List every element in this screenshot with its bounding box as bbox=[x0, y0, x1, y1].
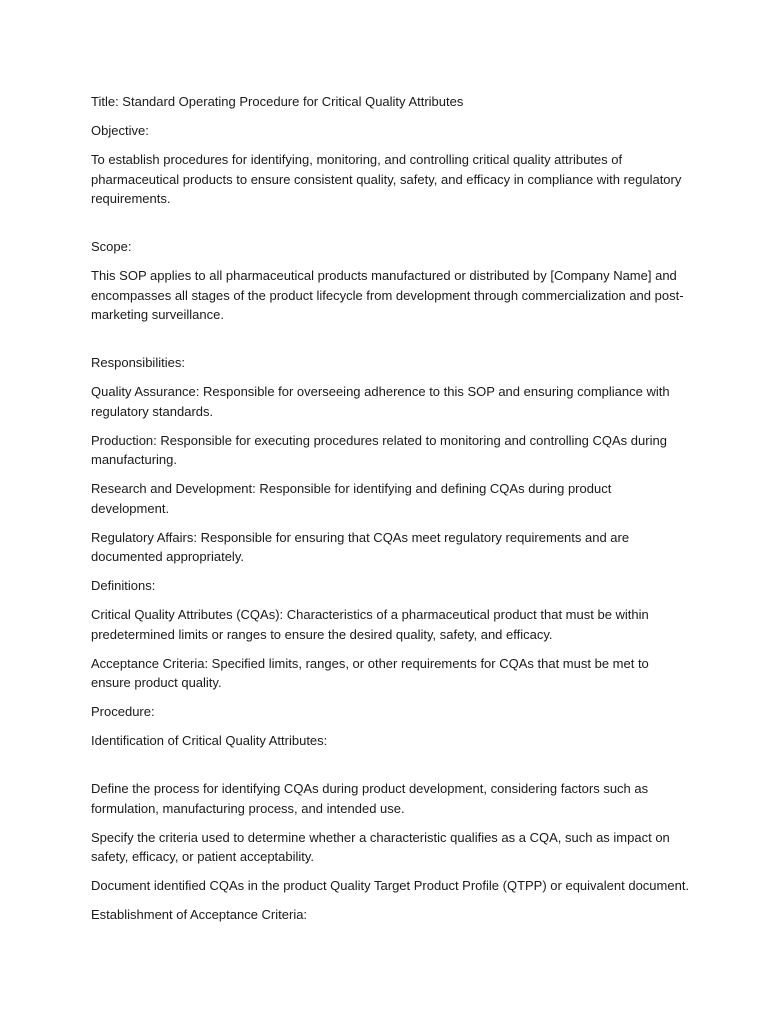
objective-heading: Objective: bbox=[91, 123, 149, 138]
responsibility-item: Quality Assurance: Responsible for overseeing adherence to this SOP and ensuring compliance with regulatory standards. bbox=[91, 384, 670, 419]
responsibilities-heading: Responsibilities: bbox=[91, 355, 185, 370]
definitions-heading: Definitions: bbox=[91, 578, 156, 593]
objective-text: To establish procedures for identifying, monitoring, and controlling critical quality attributes of pharmaceutical products to ensure consistent quality, safety, and efficacy in compliance with regulatory requirements. bbox=[91, 152, 682, 206]
document-title: Title: Standard Operating Procedure for Critical Quality Attributes bbox=[91, 94, 464, 109]
identification-item: Document identified CQAs in the product Quality Target Product Profile (QTPP) or equivalent document. bbox=[91, 878, 690, 893]
definition-item: Critical Quality Attributes (CQAs): Characteristics of a pharmaceutical product that must be within predetermined limits or ranges to ensure the desired quality, safety, and efficacy. bbox=[91, 607, 649, 642]
identification-item: Define the process for identifying CQAs during product development, considering factors such as formulation, manufacturing process, and intended use. bbox=[91, 781, 649, 816]
definition-item: Acceptance Criteria: Specified limits, ranges, or other requirements for CQAs that must be met to ensure product quality. bbox=[91, 655, 649, 690]
identification-item: Specify the criteria used to determine whether a characteristic qualifies as a CQA, such as impact on safety, efficacy, or patient acceptability. bbox=[91, 829, 670, 864]
document-page bbox=[91, 92, 691, 934]
procedure-heading: Procedure: bbox=[91, 704, 155, 719]
acceptance-criteria-heading: Establishment of Acceptance Criteria: bbox=[91, 907, 308, 922]
responsibility-item: Regulatory Affairs: Responsible for ensuring that CQAs meet regulatory requirements and are documented appropriately. bbox=[91, 529, 630, 564]
spacer bbox=[91, 218, 691, 237]
identification-heading: Identification of Critical Quality Attributes: bbox=[91, 733, 328, 748]
responsibility-item: Research and Development: Responsible for identifying and defining CQAs during product development. bbox=[91, 481, 612, 516]
scope-heading: Scope: bbox=[91, 239, 132, 254]
scope-text: This SOP applies to all pharmaceutical products manufactured or distributed by [Company Name] and encompasses all stages of the product lifecycle from development through commercialization and post-marketing surveillance. bbox=[91, 268, 684, 322]
responsibility-item: Production: Responsible for executing procedures related to monitoring and controlling CQAs during manufacturing. bbox=[91, 432, 667, 467]
spacer bbox=[91, 760, 691, 779]
spacer bbox=[91, 334, 691, 353]
